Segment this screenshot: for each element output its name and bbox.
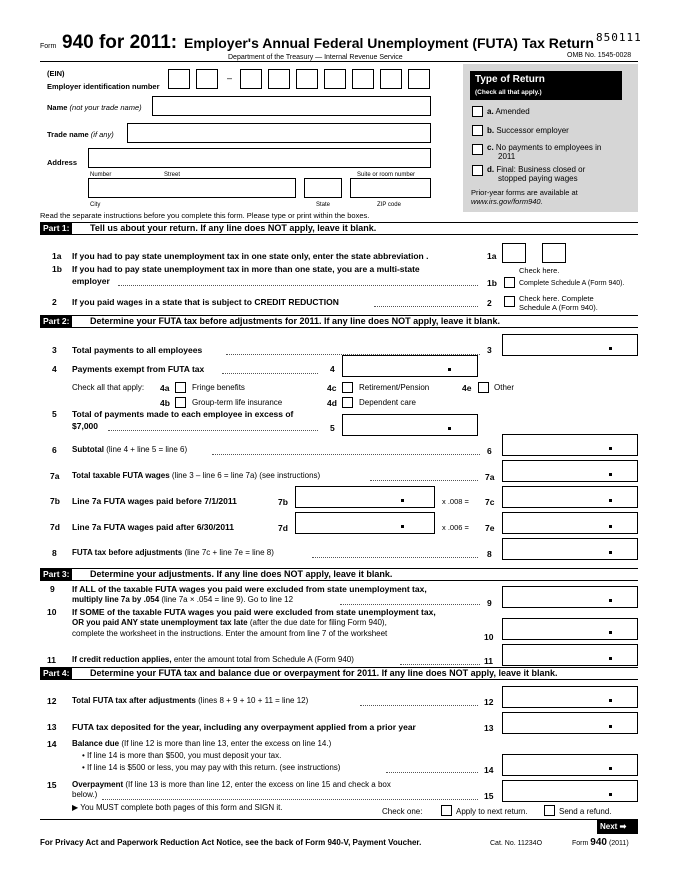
option-text: Successor employer <box>496 126 569 135</box>
retirement-checkbox[interactable] <box>342 382 353 393</box>
next-page-button[interactable]: Next ➡ <box>597 820 638 834</box>
box-4e-ref: 4e <box>462 383 472 393</box>
decimal-point <box>609 599 612 602</box>
line-3-amount[interactable] <box>502 334 638 356</box>
line-7e-amount[interactable] <box>502 512 638 534</box>
option-text: No payments to employees in <box>495 143 602 152</box>
form-footer-year: (2011) <box>608 840 629 847</box>
part4-label: Part 4: <box>40 668 72 679</box>
ein-dash: – <box>227 73 233 83</box>
decimal-point <box>401 499 404 502</box>
line-5-text: Total of payments made to each employee in excess of <box>72 409 294 419</box>
line-13-ref: 13 <box>484 723 494 733</box>
leader-dots <box>108 421 318 431</box>
line-6-label: Subtotal <box>72 445 104 454</box>
dependent-care-checkbox[interactable] <box>342 397 353 408</box>
line-7a-ref: 7a <box>485 472 495 482</box>
final-checkbox[interactable] <box>472 165 483 176</box>
part1-title: Tell us about your return. If any line does NOT apply, leave it blank. <box>90 223 377 233</box>
part1-header <box>40 222 638 235</box>
line-8-text <box>72 548 274 558</box>
decimal-point <box>609 447 612 450</box>
trade-name-label <box>47 130 114 140</box>
line-7d-num: 7d <box>50 522 60 532</box>
fringe-benefits-label: Fringe benefits <box>192 383 245 392</box>
box-4a-ref: 4a <box>160 383 170 393</box>
name-field[interactable] <box>152 96 431 116</box>
part2-header <box>40 315 638 328</box>
line-13-num: 13 <box>47 722 57 732</box>
box-4b-ref: 4b <box>160 398 170 408</box>
city-label: City <box>90 202 101 208</box>
line-7c-amount[interactable] <box>502 486 638 508</box>
box-4d-ref: 4d <box>327 398 337 408</box>
zip-label: ZIP code <box>377 202 401 208</box>
line-7b-text: Line 7a FUTA wages paid before 7/1/2011 <box>72 496 237 506</box>
line-10-text2 <box>72 618 387 628</box>
fringe-benefits-checkbox[interactable] <box>175 382 186 393</box>
send-refund-label: Send a refund. <box>559 807 612 816</box>
no-payments-year: 2011 <box>498 152 516 161</box>
leader-dots <box>374 297 478 307</box>
line-14-num: 14 <box>47 739 57 749</box>
line-2-num: 2 <box>52 297 57 307</box>
line-7a-amount[interactable] <box>502 460 638 482</box>
line-14-label: Balance due <box>72 739 120 748</box>
line-15-num: 15 <box>47 780 57 790</box>
line-7e-ref: 7e <box>485 523 495 533</box>
line-12-note: (lines 8 + 9 + 10 + 11 = line 12) <box>198 696 309 705</box>
form-footer-word: Form <box>572 840 589 847</box>
decimal-point <box>609 793 612 796</box>
ein-digit-box[interactable] <box>408 69 430 89</box>
part2-label: Part 2: <box>40 316 72 327</box>
line-3-ref: 3 <box>487 345 492 355</box>
street-label: Street <box>164 172 181 178</box>
address-line1-field[interactable] <box>88 148 431 168</box>
prior-year-link[interactable]: www.irs.gov/form940. <box>471 197 543 206</box>
line-3-text: Total payments to all employees <box>72 345 203 355</box>
group-life-checkbox[interactable] <box>175 397 186 408</box>
omb-number: OMB No. 1545-0028 <box>567 52 632 59</box>
line-13-text: FUTA tax deposited for the year, including any overpayment applied from a prior year <box>72 722 416 732</box>
option-text: Final: Business closed or <box>496 165 586 174</box>
name-label <box>47 103 142 113</box>
line-4-num: 4 <box>52 364 57 374</box>
part4-title: Determine your FUTA tax and balance due or overpayment for 2011. If any line does NOT apply, leave it blank. <box>90 668 558 678</box>
part1-label: Part 1: <box>40 223 72 234</box>
line-14-ref: 14 <box>484 765 494 775</box>
line-7c-ref: 7c <box>485 497 495 507</box>
line-1a-text: If you had to pay state unemployment tax in one state only, enter the state abbreviation . <box>72 251 429 261</box>
line-7b-num: 7b <box>50 496 60 506</box>
ein-digit-box[interactable] <box>240 69 262 89</box>
line-3-num: 3 <box>52 345 57 355</box>
decimal-point <box>609 725 612 728</box>
line-8-label: FUTA tax before adjustments <box>72 548 183 557</box>
form-footer-number: 940 <box>590 837 607 848</box>
line-7b-rate: x .008 = <box>442 497 469 506</box>
ein-digit-box[interactable] <box>352 69 374 89</box>
line-13-amount[interactable] <box>502 712 638 734</box>
instructions-line: Read the separate instructions before you complete this form. Please type or print within the boxes. <box>40 211 370 220</box>
line-5-ref: 5 <box>330 423 335 433</box>
privacy-notice: For Privacy Act and Paperwork Reduction Act Notice, see the back of Form 940-V, Payment Voucher. <box>40 838 422 847</box>
line-2-check2: Schedule A (Form 940). <box>519 303 598 312</box>
line-7b-ref: 7b <box>278 497 288 507</box>
line-9-amount[interactable] <box>502 586 638 608</box>
dependent-care-label: Dependent care <box>359 398 416 407</box>
line-1b-check2: Complete Schedule A (Form 940). <box>519 280 625 287</box>
send-refund-checkbox[interactable] <box>544 805 555 816</box>
line-11-amount[interactable] <box>502 644 638 666</box>
line-7a-note: (line 3 – line 6 = line 7a) (see instructions) <box>171 471 321 480</box>
header-rule <box>40 61 638 62</box>
multi-state-checkbox[interactable] <box>504 277 515 288</box>
line-8-num: 8 <box>52 548 57 558</box>
ein-digit-box[interactable] <box>268 69 290 89</box>
type-of-return-subtitle: (Check all that apply.) <box>475 89 542 96</box>
line-11-text <box>72 655 354 665</box>
barcode-number: 850111 <box>596 31 642 44</box>
other-label: Other <box>494 383 515 392</box>
line-1a-ref: 1a <box>487 251 497 261</box>
line-1b-ref: 1b <box>487 278 497 288</box>
line-6-num: 6 <box>52 445 57 455</box>
decimal-point <box>609 699 612 702</box>
line-5-amount[interactable] <box>342 414 478 436</box>
line-7b-amount[interactable] <box>295 486 435 508</box>
state-field[interactable] <box>304 178 342 198</box>
decimal-point <box>401 525 404 528</box>
part2-title: Determine your FUTA tax before adjustments for 2011. If any line does NOT apply, leave it blank. <box>90 316 500 326</box>
leader-dots <box>386 763 478 773</box>
option-letter: c. <box>487 143 494 152</box>
city-field[interactable] <box>88 178 296 198</box>
line-1b-check1: Check here. <box>519 266 560 275</box>
state-label: State <box>316 202 331 208</box>
catalog-number: Cat. No. 11234O <box>490 840 543 847</box>
line-11-label: If credit reduction applies, <box>72 655 172 664</box>
leader-dots <box>226 345 480 355</box>
leader-dots <box>312 548 478 558</box>
line-14-bullet-1: • If line 14 is more than $500, you must deposit your tax. <box>82 751 282 760</box>
ein-digit-box[interactable] <box>380 69 402 89</box>
line-14-amount[interactable] <box>502 754 638 776</box>
part3-header <box>40 568 638 581</box>
form-word: Form <box>40 43 57 50</box>
line-15-text <box>72 780 391 790</box>
decimal-point <box>609 657 612 660</box>
line-7a-label: Total taxable FUTA wages <box>72 471 170 480</box>
final-label-2: stopped paying wages <box>498 174 578 183</box>
line-8-ref: 8 <box>487 549 492 559</box>
leader-dots <box>118 276 478 286</box>
line-8-note: (line 7c + line 7e = line 8) <box>184 548 274 557</box>
apply-next-return-label: Apply to next return. <box>456 807 528 816</box>
line-10-amount[interactable] <box>502 618 638 640</box>
department-line: Department of the Treasury — Internal Revenue Service <box>228 54 403 61</box>
no-payments-checkbox[interactable] <box>472 144 483 155</box>
line-10-text3: complete the worksheet in the instructions. Enter the amount from line 7 of the worksheet <box>72 629 388 638</box>
trade-name-note: (if any) <box>90 130 114 139</box>
line-12-num: 12 <box>47 696 57 706</box>
line-12-text <box>72 696 308 706</box>
line-15-amount[interactable] <box>502 780 638 802</box>
leader-dots <box>370 471 478 481</box>
line-2-check1: Check here. Complete <box>519 294 594 303</box>
type-of-return-title: Type of Return <box>475 74 545 85</box>
decimal-point <box>448 427 451 430</box>
decimal-point <box>609 525 612 528</box>
line-6-note: (line 4 + line 5 = line 6) <box>106 445 188 454</box>
state-abbr-box-1[interactable] <box>502 243 526 263</box>
amended-checkbox[interactable] <box>472 106 483 117</box>
successor-label <box>487 126 569 136</box>
line-7d-rate: x .006 = <box>442 523 469 532</box>
line-15-note2: below.) <box>72 790 98 799</box>
line-1b-num: 1b <box>52 264 62 274</box>
retirement-label: Retirement/Pension <box>359 383 430 392</box>
line-6-amount[interactable] <box>502 434 638 456</box>
other-checkbox[interactable] <box>478 382 489 393</box>
option-letter: a. <box>487 107 494 116</box>
line-7d-amount[interactable] <box>295 512 435 534</box>
ein-digit-box[interactable] <box>324 69 346 89</box>
footer-rule <box>40 819 638 820</box>
suite-label: Suite or room number <box>357 172 416 178</box>
line-11-note: enter the amount total from Schedule A (Form 940) <box>173 655 354 664</box>
option-letter: b. <box>487 126 495 135</box>
option-letter: d. <box>487 165 495 174</box>
line-14-bullet-2: • If line 14 is $500 or less, you may pay with this return. (see instructions) <box>82 763 341 772</box>
line-8-amount[interactable] <box>502 538 638 560</box>
decimal-point <box>448 368 451 371</box>
line-10-text: If SOME of the taxable FUTA wages you paid were excluded from state unemployment tax, <box>72 607 436 617</box>
number-label: Number <box>90 172 112 178</box>
decimal-point <box>609 499 612 502</box>
zip-field[interactable] <box>350 178 431 198</box>
line-1b-text: If you had to pay state unemployment tax in more than one state, you are a multi-state <box>72 264 420 274</box>
check-all-label: Check all that apply: <box>72 383 145 392</box>
prior-year-note: Prior-year forms are available at <box>471 188 578 197</box>
line-5-num: 5 <box>52 409 57 419</box>
decimal-point <box>609 631 612 634</box>
leader-dots <box>400 655 480 665</box>
name-label-note: (not your trade name) <box>69 103 142 112</box>
line-4-ref: 4 <box>330 364 335 374</box>
line-10-num: 10 <box>47 607 57 617</box>
line-12-ref: 12 <box>484 697 494 707</box>
line-12-label: Total FUTA tax after adjustments <box>72 696 196 705</box>
line-2-ref: 2 <box>487 298 492 308</box>
line-10-note: (after the due date for filing Form 940), <box>249 618 387 627</box>
line-7d-ref: 7d <box>278 523 288 533</box>
decimal-point <box>609 473 612 476</box>
ein-sublabel: Employer identification number <box>47 82 160 91</box>
leader-dots <box>340 595 480 605</box>
ein-digit-box[interactable] <box>196 69 218 89</box>
line-4-text: Payments exempt from FUTA tax <box>72 364 205 374</box>
amended-label <box>487 107 530 117</box>
line-14-text <box>72 739 331 749</box>
line-2-text: If you paid wages in a state that is subject to CREDIT REDUCTION <box>72 297 339 307</box>
line-7d-text: Line 7a FUTA wages paid after 6/30/2011 <box>72 522 235 532</box>
part3-label: Part 3: <box>40 569 72 580</box>
part3-title: Determine your adjustments. If any line does NOT apply, leave it blank. <box>90 569 393 579</box>
line-11-ref: 11 <box>484 656 493 666</box>
ein-digit-box[interactable] <box>296 69 318 89</box>
line-15-label: Overpayment <box>72 780 124 789</box>
part4-header <box>40 667 638 680</box>
decimal-point <box>609 767 612 770</box>
form-title: Employer's Annual Federal Unemployment (FUTA) Tax Return <box>184 35 594 51</box>
decimal-point <box>609 347 612 350</box>
line-10-label: OR you paid ANY state unemployment tax late <box>72 618 248 627</box>
line-9-note: (line 7a × .054 = line 9). Go to line 12 <box>161 595 294 604</box>
trade-name-label-text: Trade name <box>47 130 89 139</box>
leader-dots <box>360 696 478 706</box>
decimal-point <box>609 551 612 554</box>
line-1b-text2: employer <box>72 276 110 286</box>
apply-next-return-checkbox[interactable] <box>441 805 452 816</box>
leader-dots <box>212 445 480 455</box>
line-1a-num: 1a <box>52 251 62 261</box>
line-5-text2: $7,000 <box>72 421 98 431</box>
line-15-note: (If line 13 is more than line 12, enter the excess on line 15 and check a box <box>125 780 391 789</box>
trade-name-field[interactable] <box>127 123 431 143</box>
line-10-ref: 10 <box>484 632 494 642</box>
leader-dots <box>102 790 478 800</box>
line-11-num: 11 <box>47 655 56 665</box>
leader-dots <box>222 364 318 374</box>
box-4c-ref: 4c <box>327 383 337 393</box>
ein-label: (EIN) <box>47 69 65 78</box>
must-sign-note: ▶ You MUST complete both pages of this form and SIGN it. <box>72 803 283 812</box>
line-12-amount[interactable] <box>502 686 638 708</box>
line-15-ref: 15 <box>484 791 494 801</box>
ein-digit-box[interactable] <box>168 69 190 89</box>
line-9-text2 <box>72 595 293 605</box>
group-life-label: Group-term life insurance <box>192 398 283 407</box>
form-footer-label <box>572 837 629 850</box>
line-6-ref: 6 <box>487 446 492 456</box>
option-text: Amended <box>495 107 530 116</box>
check-one-label: Check one: <box>382 807 423 816</box>
line-7a-text <box>72 471 320 481</box>
address-label: Address <box>47 158 78 167</box>
line-9-num: 9 <box>50 584 55 594</box>
line-9-text: If ALL of the taxable FUTA wages you paid were excluded from state unemployment tax, <box>72 584 427 594</box>
successor-checkbox[interactable] <box>472 125 483 136</box>
line-7a-num: 7a <box>50 471 60 481</box>
name-label-text: Name <box>47 103 68 112</box>
form-number: 940 for 2011: <box>62 32 178 53</box>
line-14-note: (If line 12 is more than line 13, enter the excess on line 14.) <box>121 739 332 748</box>
line-9-ref: 9 <box>487 598 492 608</box>
line-4-amount[interactable] <box>342 355 478 377</box>
line-6-text <box>72 445 187 455</box>
credit-reduction-checkbox[interactable] <box>504 296 515 307</box>
line-9-label: multiply line 7a by .054 <box>72 595 160 604</box>
state-abbr-box-2[interactable] <box>542 243 566 263</box>
